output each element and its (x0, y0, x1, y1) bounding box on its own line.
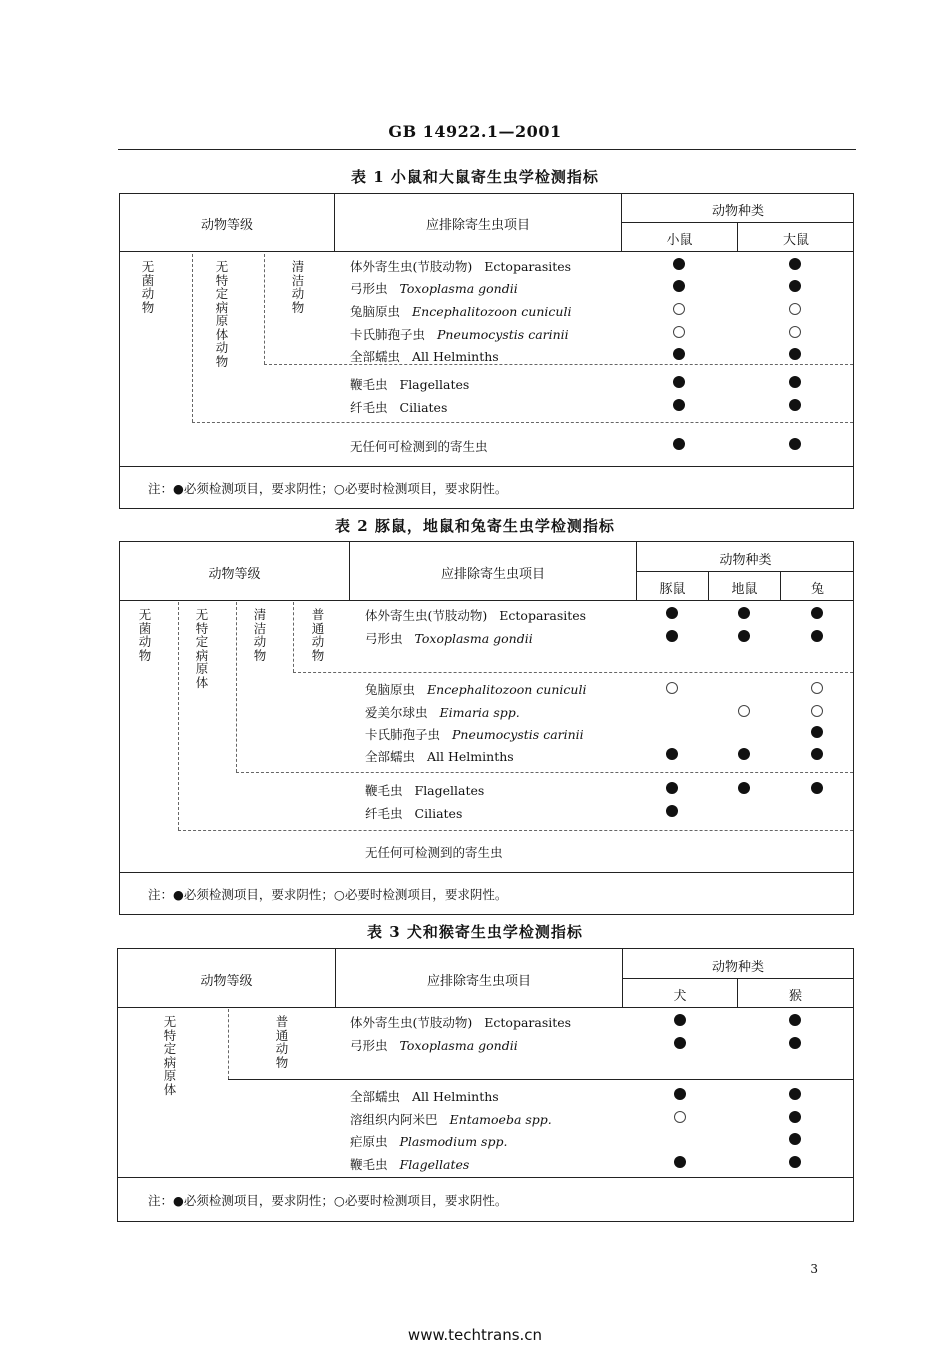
table2-mark-required (738, 630, 750, 642)
table1-mark-required (789, 258, 801, 270)
table2-mark-optional (666, 682, 678, 694)
table3-species-monkey: 猴 (788, 989, 802, 1004)
table2-mark-required (666, 782, 678, 794)
page-number: 3 (810, 1262, 818, 1276)
table1-row: 卡氏肺孢子虫 Pneumocystis carinii (350, 327, 569, 342)
table3-row: 溶组织内阿米巴 Entamoeba spp. (350, 1112, 552, 1127)
table3-mark-required (674, 1014, 686, 1026)
table2-mark-required (811, 726, 823, 738)
table2-col-grade: 动物等级 (208, 567, 261, 582)
table2-mark-optional (738, 705, 750, 717)
table2-mark-required (811, 630, 823, 642)
table1-mark-optional (789, 326, 801, 338)
table1-grade-spf: 无特定病原体动物 (215, 259, 229, 369)
table2-row: 兔脑原虫 Encephalitozoon cuniculi (365, 682, 587, 697)
table3-row: 疟原虫 Plasmodium spp. (350, 1134, 508, 1149)
table1-mark-required (789, 399, 801, 411)
table2-mark-required (666, 607, 678, 619)
table3-mark-required (789, 1014, 801, 1026)
header-rule (118, 149, 856, 150)
table2-species-guineapig: 豚鼠 (659, 582, 686, 597)
table2-row: 纤毛虫 Ciliates (365, 806, 463, 821)
table2-row: 全部蠕虫 All Helminths (365, 749, 514, 764)
table3-note: 注：●必须检测项目，要求阴性；○必要时检测项目，要求阴性。 (148, 1193, 508, 1208)
table1-mark-required (789, 376, 801, 388)
table1-species-rat: 大鼠 (782, 233, 809, 248)
table3-row: 弓形虫 Toxoplasma gondii (350, 1038, 518, 1053)
table1-row: 无任何可检测到的寄生虫 (350, 439, 488, 454)
table3-row: 全部蠕虫 All Helminths (350, 1089, 499, 1104)
table3-grade-spf: 无特定病原体 (163, 1014, 177, 1097)
table2-mark-optional (811, 682, 823, 694)
footer-website: www.techtrans.cn (407, 1326, 543, 1344)
table1-mark-required (673, 348, 685, 360)
table2-mark-required (811, 748, 823, 760)
table3-caption: 表 3 犬和猴寄生虫学检测指标 (367, 923, 583, 941)
table2-grade-spf: 无特定病原体 (195, 607, 209, 690)
table3-species-dog: 犬 (673, 989, 687, 1004)
table1-species-mouse: 小鼠 (666, 233, 693, 248)
table1-note: 注：●必须检测项目，要求阴性；○必要时检测项目，要求阴性。 (148, 481, 508, 496)
table2-mark-required (666, 748, 678, 760)
table2-caption: 表 2 豚鼠，地鼠和兔寄生虫学检测指标 (335, 517, 615, 535)
table3-col-items: 应排除寄生虫项目 (426, 974, 531, 989)
table2-mark-optional (811, 705, 823, 717)
table1-mark-optional (789, 303, 801, 315)
table1-grade-germfree: 无菌动物 (141, 259, 155, 315)
table3-mark-required (789, 1088, 801, 1100)
table2-species-hamster: 地鼠 (731, 582, 758, 597)
table3-mark-required (674, 1037, 686, 1049)
table3-mark-required (789, 1037, 801, 1049)
table2 (119, 541, 854, 915)
table1-mark-required (789, 438, 801, 450)
table2-mark-required (738, 607, 750, 619)
table1-row: 全部蠕虫 All Helminths (350, 349, 499, 364)
table2-col-items: 应排除寄生虫项目 (440, 567, 545, 582)
table1-col-grade: 动物等级 (200, 218, 253, 233)
table3 (117, 948, 854, 1222)
table2-mark-required (811, 607, 823, 619)
table2-mark-required (666, 630, 678, 642)
table2-row: 鞭毛虫 Flagellates (365, 783, 485, 798)
table2-grade-conventional: 普通动物 (311, 607, 325, 663)
table2-row: 卡氏肺孢子虫 Pneumocystis carinii (365, 727, 584, 742)
table3-mark-required (674, 1156, 686, 1168)
table1-row: 弓形虫 Toxoplasma gondii (350, 281, 518, 296)
table3-grade-conventional: 普通动物 (275, 1014, 289, 1070)
table1-mark-required (673, 438, 685, 450)
table1-caption: 表 1 小鼠和大鼠寄生虫学检测指标 (351, 168, 599, 186)
table2-row: 无任何可检测到的寄生虫 (365, 845, 503, 860)
table3-mark-optional (674, 1111, 686, 1123)
table3-col-species: 动物种类 (711, 960, 764, 975)
table1-mark-required (673, 280, 685, 292)
table1 (119, 193, 854, 509)
table3-mark-required (789, 1156, 801, 1168)
table1-mark-required (789, 348, 801, 360)
table2-mark-required (666, 805, 678, 817)
table2-mark-required (738, 782, 750, 794)
table3-mark-required (674, 1088, 686, 1100)
table2-mark-required (738, 748, 750, 760)
table1-mark-required (673, 258, 685, 270)
table1-mark-optional (673, 303, 685, 315)
table1-row: 鞭毛虫 Flagellates (350, 377, 470, 392)
table1-col-items: 应排除寄生虫项目 (425, 218, 530, 233)
table1-mark-optional (673, 326, 685, 338)
table2-grade-germfree: 无菌动物 (138, 607, 152, 663)
table2-grade-clean: 清洁动物 (253, 607, 267, 663)
table2-note: 注：●必须检测项目，要求阴性；○必要时检测项目，要求阴性。 (148, 887, 508, 902)
table1-row: 体外寄生虫(节肢动物) Ectoparasites (350, 259, 572, 274)
table2-col-species: 动物种类 (719, 553, 772, 568)
table1-row: 纤毛虫 Ciliates (350, 400, 448, 415)
table3-mark-required (789, 1133, 801, 1145)
table3-mark-required (789, 1111, 801, 1123)
table1-col-species: 动物种类 (711, 204, 764, 219)
standard-code: GB 14922.1—2001 (388, 122, 562, 141)
table2-species-rabbit: 兔 (810, 582, 824, 597)
table1-row: 兔脑原虫 Encephalitozoon cuniculi (350, 304, 572, 319)
table3-row: 体外寄生虫(节肢动物) Ectoparasites (350, 1015, 572, 1030)
table2-mark-required (811, 782, 823, 794)
table2-row: 弓形虫 Toxoplasma gondii (365, 631, 533, 646)
table3-col-grade: 动物等级 (200, 974, 253, 989)
table1-mark-required (789, 280, 801, 292)
table2-row: 爱美尔球虫 Eimaria spp. (365, 705, 520, 720)
table2-row: 体外寄生虫(节肢动物) Ectoparasites (365, 608, 587, 623)
table1-mark-required (673, 376, 685, 388)
table1-grade-clean: 清洁动物 (291, 259, 305, 315)
table1-mark-required (673, 399, 685, 411)
table3-row: 鞭毛虫 Flagellates (350, 1157, 470, 1172)
